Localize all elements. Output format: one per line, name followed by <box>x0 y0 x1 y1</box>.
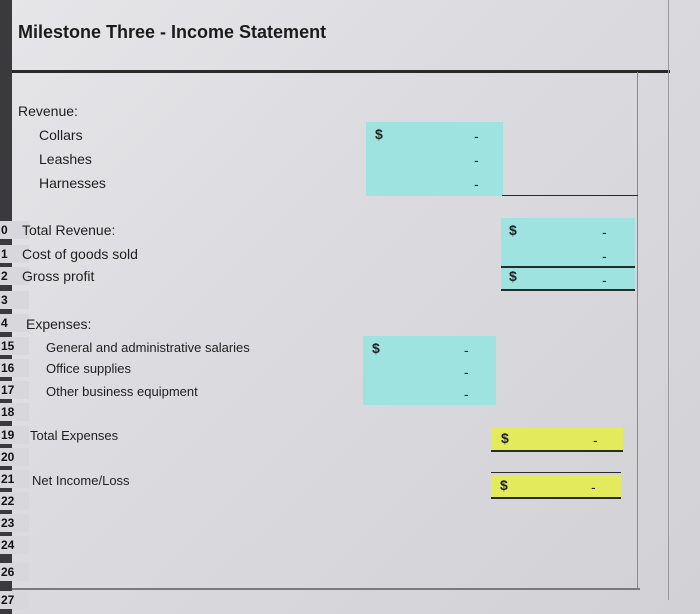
net-income-underline <box>491 497 621 499</box>
net-income-currency: $ <box>500 477 508 493</box>
expense-input-cells[interactable] <box>363 336 496 405</box>
column-gridline <box>668 0 669 600</box>
row-number[interactable]: 19 <box>0 426 29 444</box>
row-number[interactable]: 22 <box>0 492 29 510</box>
row-number[interactable]: 24 <box>0 536 29 554</box>
cogs-label: Cost of goods sold <box>22 246 138 262</box>
revenue-collars-value[interactable]: - <box>474 128 479 144</box>
total-expenses-label: Total Expenses <box>30 428 119 443</box>
gross-profit-underline <box>501 289 635 291</box>
expense-currency: $ <box>372 340 380 356</box>
row-number[interactable]: 3 <box>0 291 29 309</box>
row-number[interactable]: 21 <box>0 470 29 488</box>
total-revenue-label: Total Revenue: <box>22 222 116 238</box>
gross-profit-label: Gross profit <box>22 268 95 284</box>
total-expenses-cell[interactable] <box>491 428 623 450</box>
expense-equipment-value[interactable]: - <box>464 386 469 402</box>
revenue-input-cells[interactable] <box>366 122 503 196</box>
total-expenses-underline <box>491 450 623 452</box>
panel-border-right <box>637 72 638 590</box>
panel-border-bottom <box>12 588 640 590</box>
expense-item-salaries: General and administrative salaries <box>46 340 250 355</box>
expense-salaries-value[interactable]: - <box>464 342 469 358</box>
row-number[interactable]: 17 <box>0 381 29 399</box>
net-income-cell[interactable] <box>491 475 621 497</box>
row-number[interactable]: 4 <box>0 314 29 332</box>
expense-item-office-supplies: Office supplies <box>46 361 132 376</box>
revenue-leashes-value[interactable]: - <box>474 152 479 168</box>
revenue-harnesses-value[interactable]: - <box>474 176 479 192</box>
expenses-header: Expenses: <box>26 316 92 332</box>
net-income-value[interactable]: - <box>591 479 596 495</box>
total-expenses-currency: $ <box>501 430 509 446</box>
revenue-underline <box>502 195 638 196</box>
row-number[interactable]: 26 <box>0 563 29 581</box>
expense-office-value[interactable]: - <box>464 364 469 380</box>
revenue-item-harnesses: Harnesses <box>39 175 106 191</box>
row-number[interactable]: 16 <box>0 359 29 377</box>
net-income-topline <box>491 472 621 473</box>
revenue-header: Revenue: <box>18 103 78 119</box>
cogs-value[interactable]: - <box>602 248 607 264</box>
cogs-underline <box>501 266 635 268</box>
total-expenses-value[interactable]: - <box>593 432 598 448</box>
total-revenue-cells[interactable] <box>501 218 635 290</box>
total-revenue-currency: $ <box>509 222 517 238</box>
revenue-currency: $ <box>375 126 383 142</box>
title-divider <box>12 70 670 73</box>
net-income-label: Net Income/Loss <box>32 473 130 488</box>
revenue-item-collars: Collars <box>39 127 83 143</box>
gross-profit-currency: $ <box>509 268 517 284</box>
row-number[interactable]: 2 <box>0 267 29 285</box>
row-number[interactable]: 27 <box>0 591 29 609</box>
row-number[interactable]: 18 <box>0 403 29 421</box>
expense-item-equipment: Other business equipment <box>46 384 198 399</box>
sheet-title: Milestone Three - Income Statement <box>18 22 327 42</box>
revenue-item-leashes: Leashes <box>39 151 92 167</box>
row-number[interactable]: 15 <box>0 337 29 355</box>
total-revenue-value[interactable]: - <box>602 224 607 240</box>
gross-profit-value[interactable]: - <box>602 272 607 288</box>
row-number[interactable]: 0 <box>0 221 29 239</box>
row-number[interactable]: 1 <box>0 245 29 263</box>
row-number[interactable]: 20 <box>0 448 29 466</box>
row-number[interactable]: 23 <box>0 514 29 532</box>
